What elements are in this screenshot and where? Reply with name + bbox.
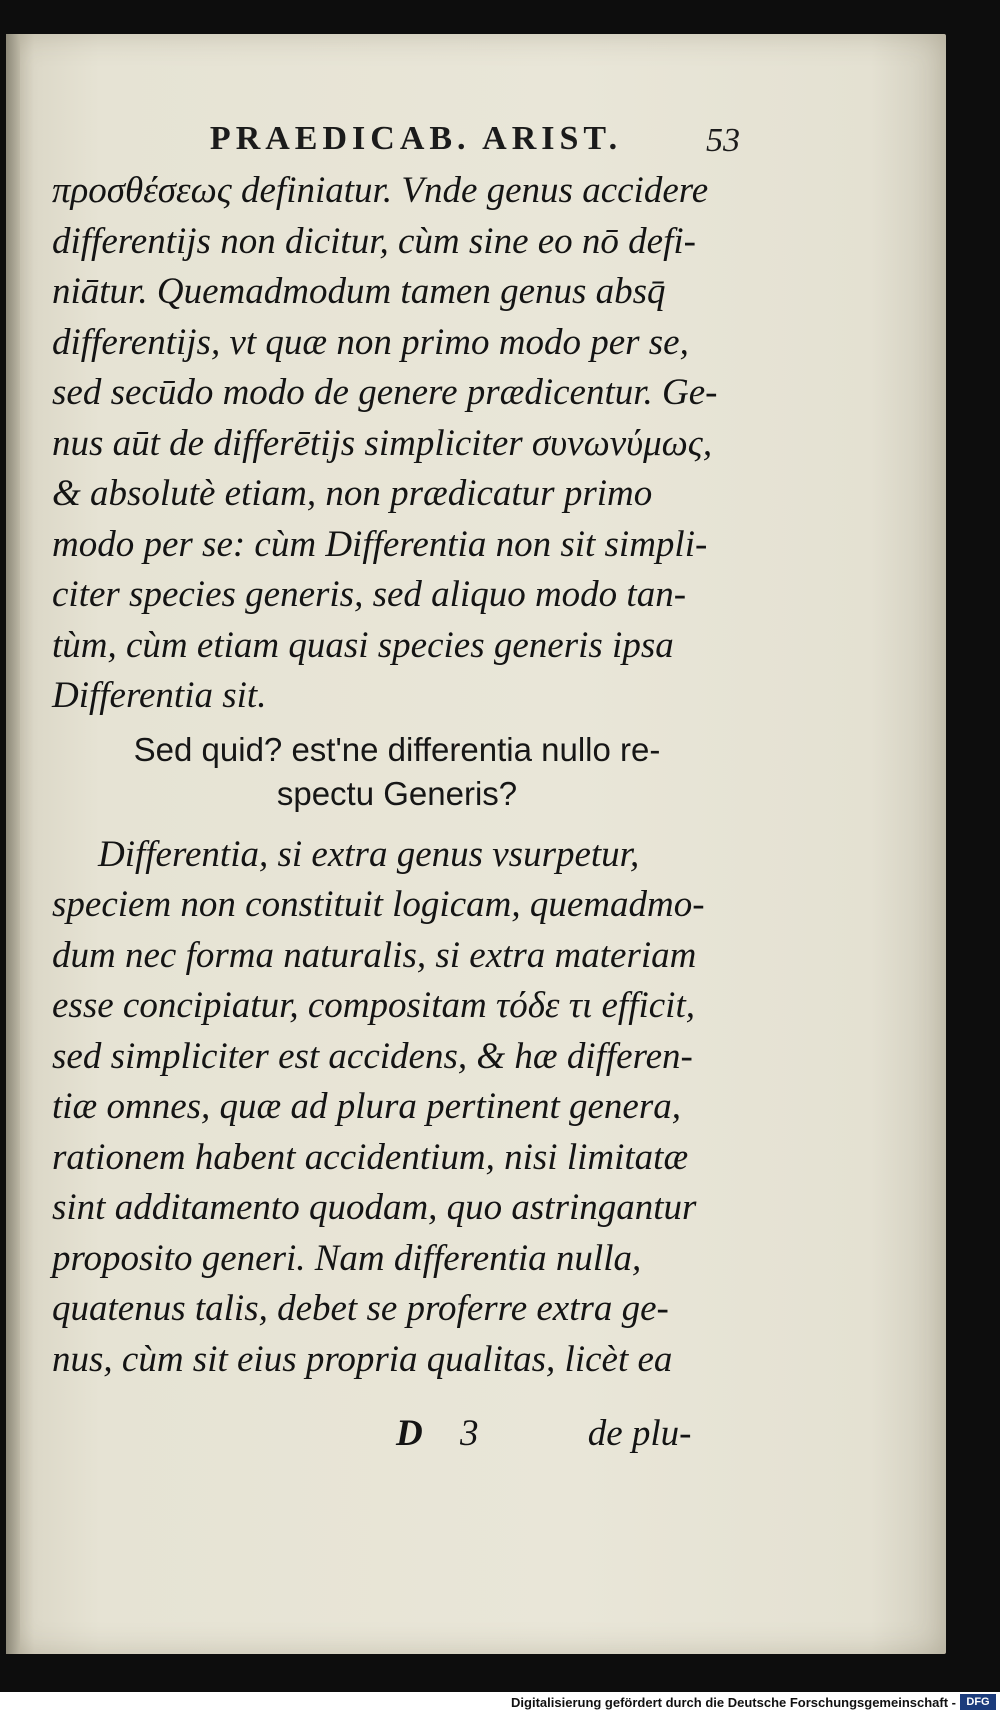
- text-line: Differentia sit.: [52, 675, 267, 716]
- text-line: nus aūt de differētijs simpliciter συνωνύμως,: [52, 422, 713, 464]
- text-line: & absolutè etiam, non prædicatur primo: [52, 473, 653, 514]
- page-number: 53: [706, 122, 740, 159]
- text-line: tùm, cùm etiam quasi species generis ipsa: [52, 624, 674, 666]
- page-binding-edge: [6, 34, 20, 1654]
- text-line: rationem habent accidentium, nisi limitatæ: [52, 1136, 689, 1178]
- text-line: niātur. Quemadmodum tamen genus absq̄: [52, 271, 666, 312]
- text-line: sint additamento quodam, quo astringantur: [52, 1187, 697, 1228]
- text-line: differentijs non dicitur, cùm sine eo nō defi-: [52, 220, 696, 262]
- text-line: speciem non constituit logicam, quemadmo-: [52, 884, 705, 925]
- text-line: Differentia, si extra genus vsurpetur,: [98, 833, 640, 875]
- catchword: de plu-: [587, 1413, 692, 1454]
- text-line: sed secūdo modo de genere prædicentur. Ge-: [52, 372, 718, 413]
- text-line: quatenus talis, debet se proferre extra ge-: [52, 1288, 669, 1329]
- book-page: [6, 34, 946, 1654]
- text-line: tiæ omnes, quæ ad plura pertinent genera,: [52, 1086, 681, 1127]
- text-line: sed simpliciter est accidens, & hæ differen-: [52, 1035, 693, 1077]
- text-line: proposito generi. Nam differentia nulla,: [52, 1237, 642, 1279]
- text-line: modo per se: cùm Differentia non sit simpli-: [52, 523, 708, 565]
- signature-mark: D: [396, 1413, 423, 1454]
- heading-line: Sed quid? est'ne differentia nullo re-: [133, 730, 661, 768]
- running-head: PRAEDICAB. ARIST.: [209, 120, 623, 157]
- text-line: προσθέσεως definiatur. Vnde genus accidere: [52, 170, 709, 211]
- digitization-footer: [0, 1692, 1000, 1712]
- text-line: dum nec forma naturalis, si extra materiam: [52, 934, 697, 976]
- text-line: citer species generis, sed aliquo modo tan-: [52, 574, 687, 615]
- text-line: nus, cùm sit eius propria qualitas, licèt ea: [52, 1338, 673, 1380]
- section-heading: [52, 728, 742, 816]
- signature-number: 3: [459, 1413, 479, 1454]
- paragraph-2: [52, 830, 742, 1386]
- text-line: esse concipiatur, compositam τόδε τι efficit,: [52, 985, 695, 1026]
- catchline: [396, 1412, 746, 1455]
- dfg-logo-icon: DFG: [960, 1694, 996, 1710]
- text-line: differentijs, vt quæ non primo modo per se,: [52, 321, 689, 363]
- text-block: [52, 166, 742, 1385]
- paragraph-1: [52, 166, 742, 722]
- footer-credit: Digitalisierung gefördert durch die Deutsche Forschungsgemeinschaft -: [511, 1695, 956, 1710]
- heading-line: spectu Generis?: [276, 774, 518, 812]
